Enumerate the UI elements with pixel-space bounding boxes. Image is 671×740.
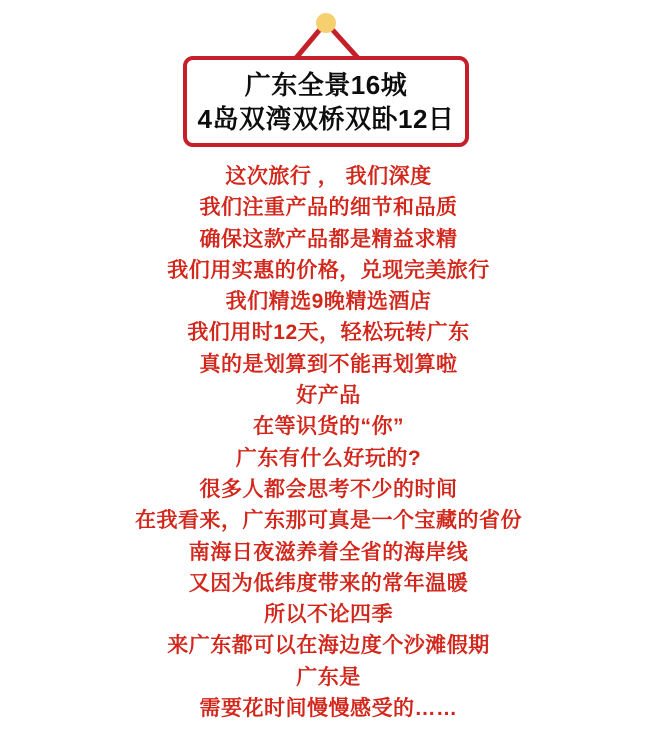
body-text (0, 161, 664, 724)
banner-title-line1: 广东全景16城 (244, 69, 408, 100)
body-line: 这次旅行 ， 我们深度 (225, 165, 432, 188)
body-line: 我们用时12天，轻松玩转广东 (187, 321, 470, 345)
body-line: 在等识货的“你” (253, 415, 404, 439)
pin-icon (316, 13, 336, 33)
banner-title-line2: 4岛双湾双桥双卧12日 (197, 103, 455, 134)
body-line: 来广东都可以在海边度个沙滩假期 (167, 634, 490, 658)
banner-hanger (0, 0, 671, 62)
body-line: 广东有什么好玩的? (235, 446, 422, 470)
title-banner (183, 56, 469, 147)
body-line: 很多人都会思考不少的时间 (199, 477, 458, 501)
body-line: 需要花时间慢慢感受的…… (199, 697, 458, 721)
body-line: 好产品 (296, 384, 361, 408)
body-line: 在我看来，广东那可真是一个宝藏的省份 (135, 509, 522, 533)
body-line: 南海日夜滋养着全省的海岸线 (188, 540, 469, 564)
body-line: 真的是划算到不能再划算啦 (199, 352, 458, 376)
body-line: 我们注重产品的细节和品质 (199, 196, 458, 220)
body-line: 我们精选9晚精选酒店 (225, 290, 432, 314)
body-line: 确保这款产品都是精益求精 (199, 227, 458, 251)
body-line: 又因为低纬度带来的常年温暖 (188, 571, 469, 595)
body-line: 我们用实惠的价格，兑现完美旅行 (167, 258, 490, 282)
body-line: 广东是 (296, 665, 361, 689)
body-line: 所以不论四季 (264, 603, 393, 627)
